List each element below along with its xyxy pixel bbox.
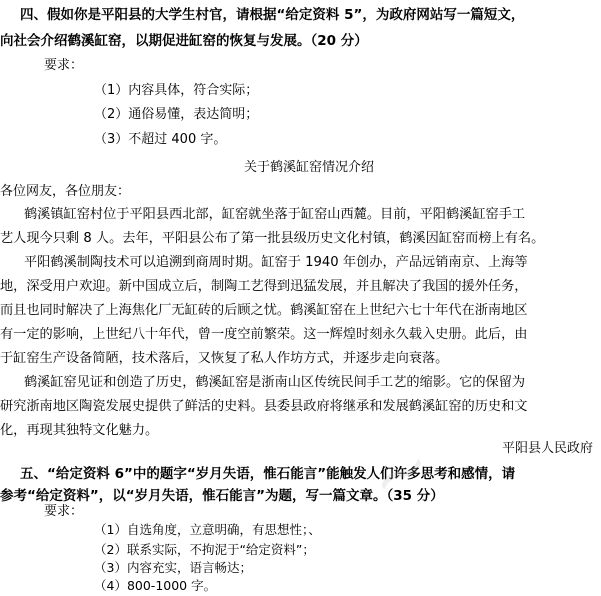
essay-title: 关于鹤溪缸窑情况介绍: [244, 160, 375, 175]
essay-line: 有一定的影响，上世纪八十年代，曾一度空前繁荣。这一辉煌时刻永久载入史册。此后，由: [0, 327, 528, 342]
essay-line: 化，再现其独特文化魅力。: [0, 423, 159, 438]
essay-signature: 平阳县人民政府: [501, 441, 593, 456]
essay-line: 鹤溪缸窑见证和创造了历史，鹤溪缸窑是浙南山区传统民间手工艺的缩影。它的保留为: [24, 375, 526, 390]
q4-prompt-line-1: 四、假如你是平阳县的大学生村官，请根据“给定资料 5”，为政府网站写一篇短文，: [20, 7, 525, 23]
essay-line: 艺人现今只剩 8 人。去年，平阳县公布了第一批县级历史文化村镇，鹤溪因缸窑而榜上有名。: [0, 231, 545, 246]
essay-line: 研究浙南地区陶瓷发展史提供了鲜活的史料。县委县政府将继承和发展鹤溪缸窑的历史和文: [0, 399, 528, 414]
q5-requirement-3: （3）内容充实，语言畅达；: [94, 560, 252, 575]
q5-requirement-4: （4）800-1000 字。: [94, 578, 217, 593]
essay-line: 鹤溪镇缸窑村位于平阳县西北部，缸窑就坐落于缸窑山西麓。目前，平阳鹤溪缸窑手工: [24, 207, 526, 222]
essay-line: 而且也同时解决了上海焦化厂无缸砖的后顾之忧。鹤溪缸窑在上世纪六七十年代在浙南地区: [0, 303, 528, 318]
q5-prompt-line-2: 参考“给定资料”，以“岁月失语，惟石能言”为题，写一篇文章。（35 分）: [0, 488, 444, 504]
q4-prompt-line-2: 向社会介绍鹤溪缸窑，以期促进缸窑的恢复与发展。（20 分）: [0, 33, 368, 49]
q4-requirement-2: （2）通俗易懂，表达简明；: [94, 107, 259, 122]
q5-requirement-1: （1）自选角度，立意明确，有思想性；、: [94, 522, 321, 537]
q5-prompt-line-1: 五、“给定资料 6”中的题字“岁月失语，惟石能言”能触发人们许多思考和感情，请: [20, 466, 516, 482]
essay-line: 平阳鹤溪制陶技术可以追溯到商周时期。缸窑于 1940 年创办，产品远销南京、上海等: [24, 255, 528, 270]
essay-greeting: 各位网友，各位朋友：: [0, 184, 131, 199]
watermark: ~: [353, 420, 447, 524]
q5-requirements-label: 要求：: [44, 504, 84, 519]
q4-requirement-1: （1）内容具体，符合实际；: [94, 83, 259, 98]
q4-requirements-label: 要求：: [44, 58, 84, 73]
essay-line: 于缸窑生产设备简陋，技术落后，又恢复了私人作坊方式，并逐步走向衰落。: [0, 351, 449, 366]
essay-line: 地，深受用户欢迎。新中国成立后，制陶工艺得到迅猛发展，并且解决了我国的援外任务，: [0, 279, 528, 294]
q4-requirement-3: （3）不超过 400 字。: [94, 132, 227, 147]
q5-requirement-2: （2）联系实际，不拘泥于“给定资料”；: [94, 542, 315, 557]
